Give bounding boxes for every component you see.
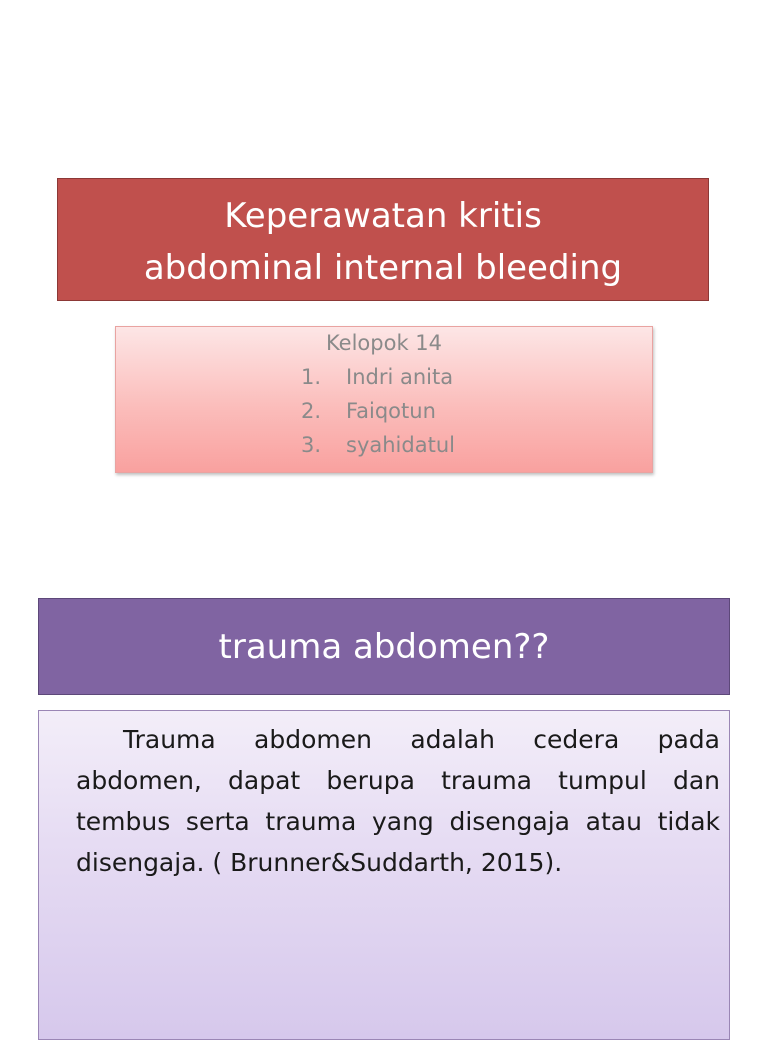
member-item	[116, 428, 652, 462]
member-number: 1.	[301, 365, 322, 389]
member-name: Indri anita	[346, 365, 454, 389]
member-number: 3.	[301, 433, 322, 457]
group-members-box	[115, 326, 653, 473]
slide-title-line-1: Keperawatan kritis	[224, 196, 542, 236]
member-item	[116, 360, 652, 394]
member-name: syahidatul	[346, 433, 455, 457]
section-content-box	[38, 710, 730, 1040]
member-number: 2.	[301, 399, 322, 423]
group-heading: Kelopok 14	[325, 331, 443, 355]
section-body-text: Trauma abdomen adalah cedera pada abdomen, dapat berupa trauma tumpul dan tembus serta trauma yang disengaja atau tidak disengaja. ( Brunner&Suddarth, 2015).	[76, 725, 720, 877]
member-item	[116, 394, 652, 428]
slide-title-box	[57, 178, 709, 301]
member-name: Faiqotun	[346, 399, 436, 423]
section-heading: trauma abdomen??	[38, 598, 730, 695]
slide-title-line-2: abdominal internal bleeding	[143, 248, 623, 288]
